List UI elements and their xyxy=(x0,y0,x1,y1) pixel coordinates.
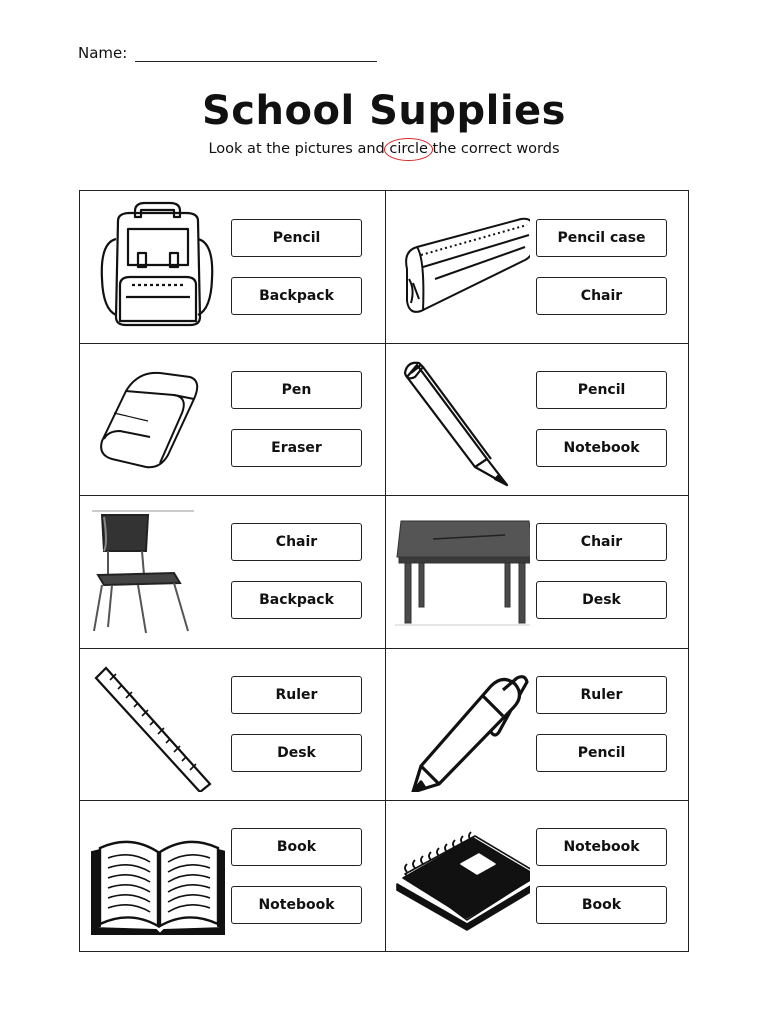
item-cell xyxy=(385,495,690,647)
word-option-box[interactable]: Ruler xyxy=(231,676,362,714)
word-option-box[interactable]: Eraser xyxy=(231,429,362,467)
item-cell xyxy=(80,648,385,800)
word-option-box[interactable]: Book xyxy=(231,828,362,866)
item-cell xyxy=(80,800,385,952)
word-option-box[interactable]: Chair xyxy=(536,523,667,561)
word-option-box[interactable]: Chair xyxy=(536,277,667,315)
item-cell xyxy=(80,495,385,647)
item-cell xyxy=(80,343,385,495)
word-option-box[interactable]: Notebook xyxy=(231,886,362,924)
instruction-text xyxy=(0,141,768,157)
pencil-case-icon xyxy=(395,199,530,335)
pen-icon xyxy=(395,656,530,792)
backpack-icon xyxy=(90,199,225,335)
chair-icon xyxy=(90,503,225,639)
item-cell xyxy=(80,191,385,343)
name-label: Name: xyxy=(78,44,128,62)
instruction-after: the correct words xyxy=(432,141,560,157)
notebook-icon xyxy=(395,808,530,944)
word-option-box[interactable]: Pen xyxy=(231,371,362,409)
item-cell xyxy=(385,343,690,495)
word-option-box[interactable]: Backpack xyxy=(231,277,362,315)
word-option-box[interactable]: Book xyxy=(536,886,667,924)
word-option-box[interactable]: Ruler xyxy=(536,676,667,714)
item-cell xyxy=(385,191,690,343)
word-option-box[interactable]: Pencil xyxy=(231,219,362,257)
word-option-box[interactable]: Desk xyxy=(231,734,362,772)
worksheet-grid xyxy=(79,190,689,952)
word-option-box[interactable]: Pencil xyxy=(536,371,667,409)
name-blank-line[interactable] xyxy=(135,47,377,62)
word-option-box[interactable]: Notebook xyxy=(536,828,667,866)
item-cell xyxy=(385,800,690,952)
ruler-icon xyxy=(90,656,225,792)
eraser-icon xyxy=(90,351,225,487)
name-field xyxy=(78,44,377,62)
word-option-box[interactable]: Desk xyxy=(536,581,667,619)
instruction-before: Look at the pictures and xyxy=(208,141,385,157)
desk-icon xyxy=(395,503,530,639)
pencil-icon xyxy=(395,351,530,487)
word-option-box[interactable]: Pencil case xyxy=(536,219,667,257)
word-option-box[interactable]: Notebook xyxy=(536,429,667,467)
worksheet-title: School Supplies xyxy=(201,88,566,134)
item-cell xyxy=(385,648,690,800)
word-option-box[interactable]: Backpack xyxy=(231,581,362,619)
instruction-circled-word: circle xyxy=(389,141,428,157)
word-option-box[interactable]: Chair xyxy=(231,523,362,561)
book-icon xyxy=(90,808,225,944)
word-option-box[interactable]: Pencil xyxy=(536,734,667,772)
